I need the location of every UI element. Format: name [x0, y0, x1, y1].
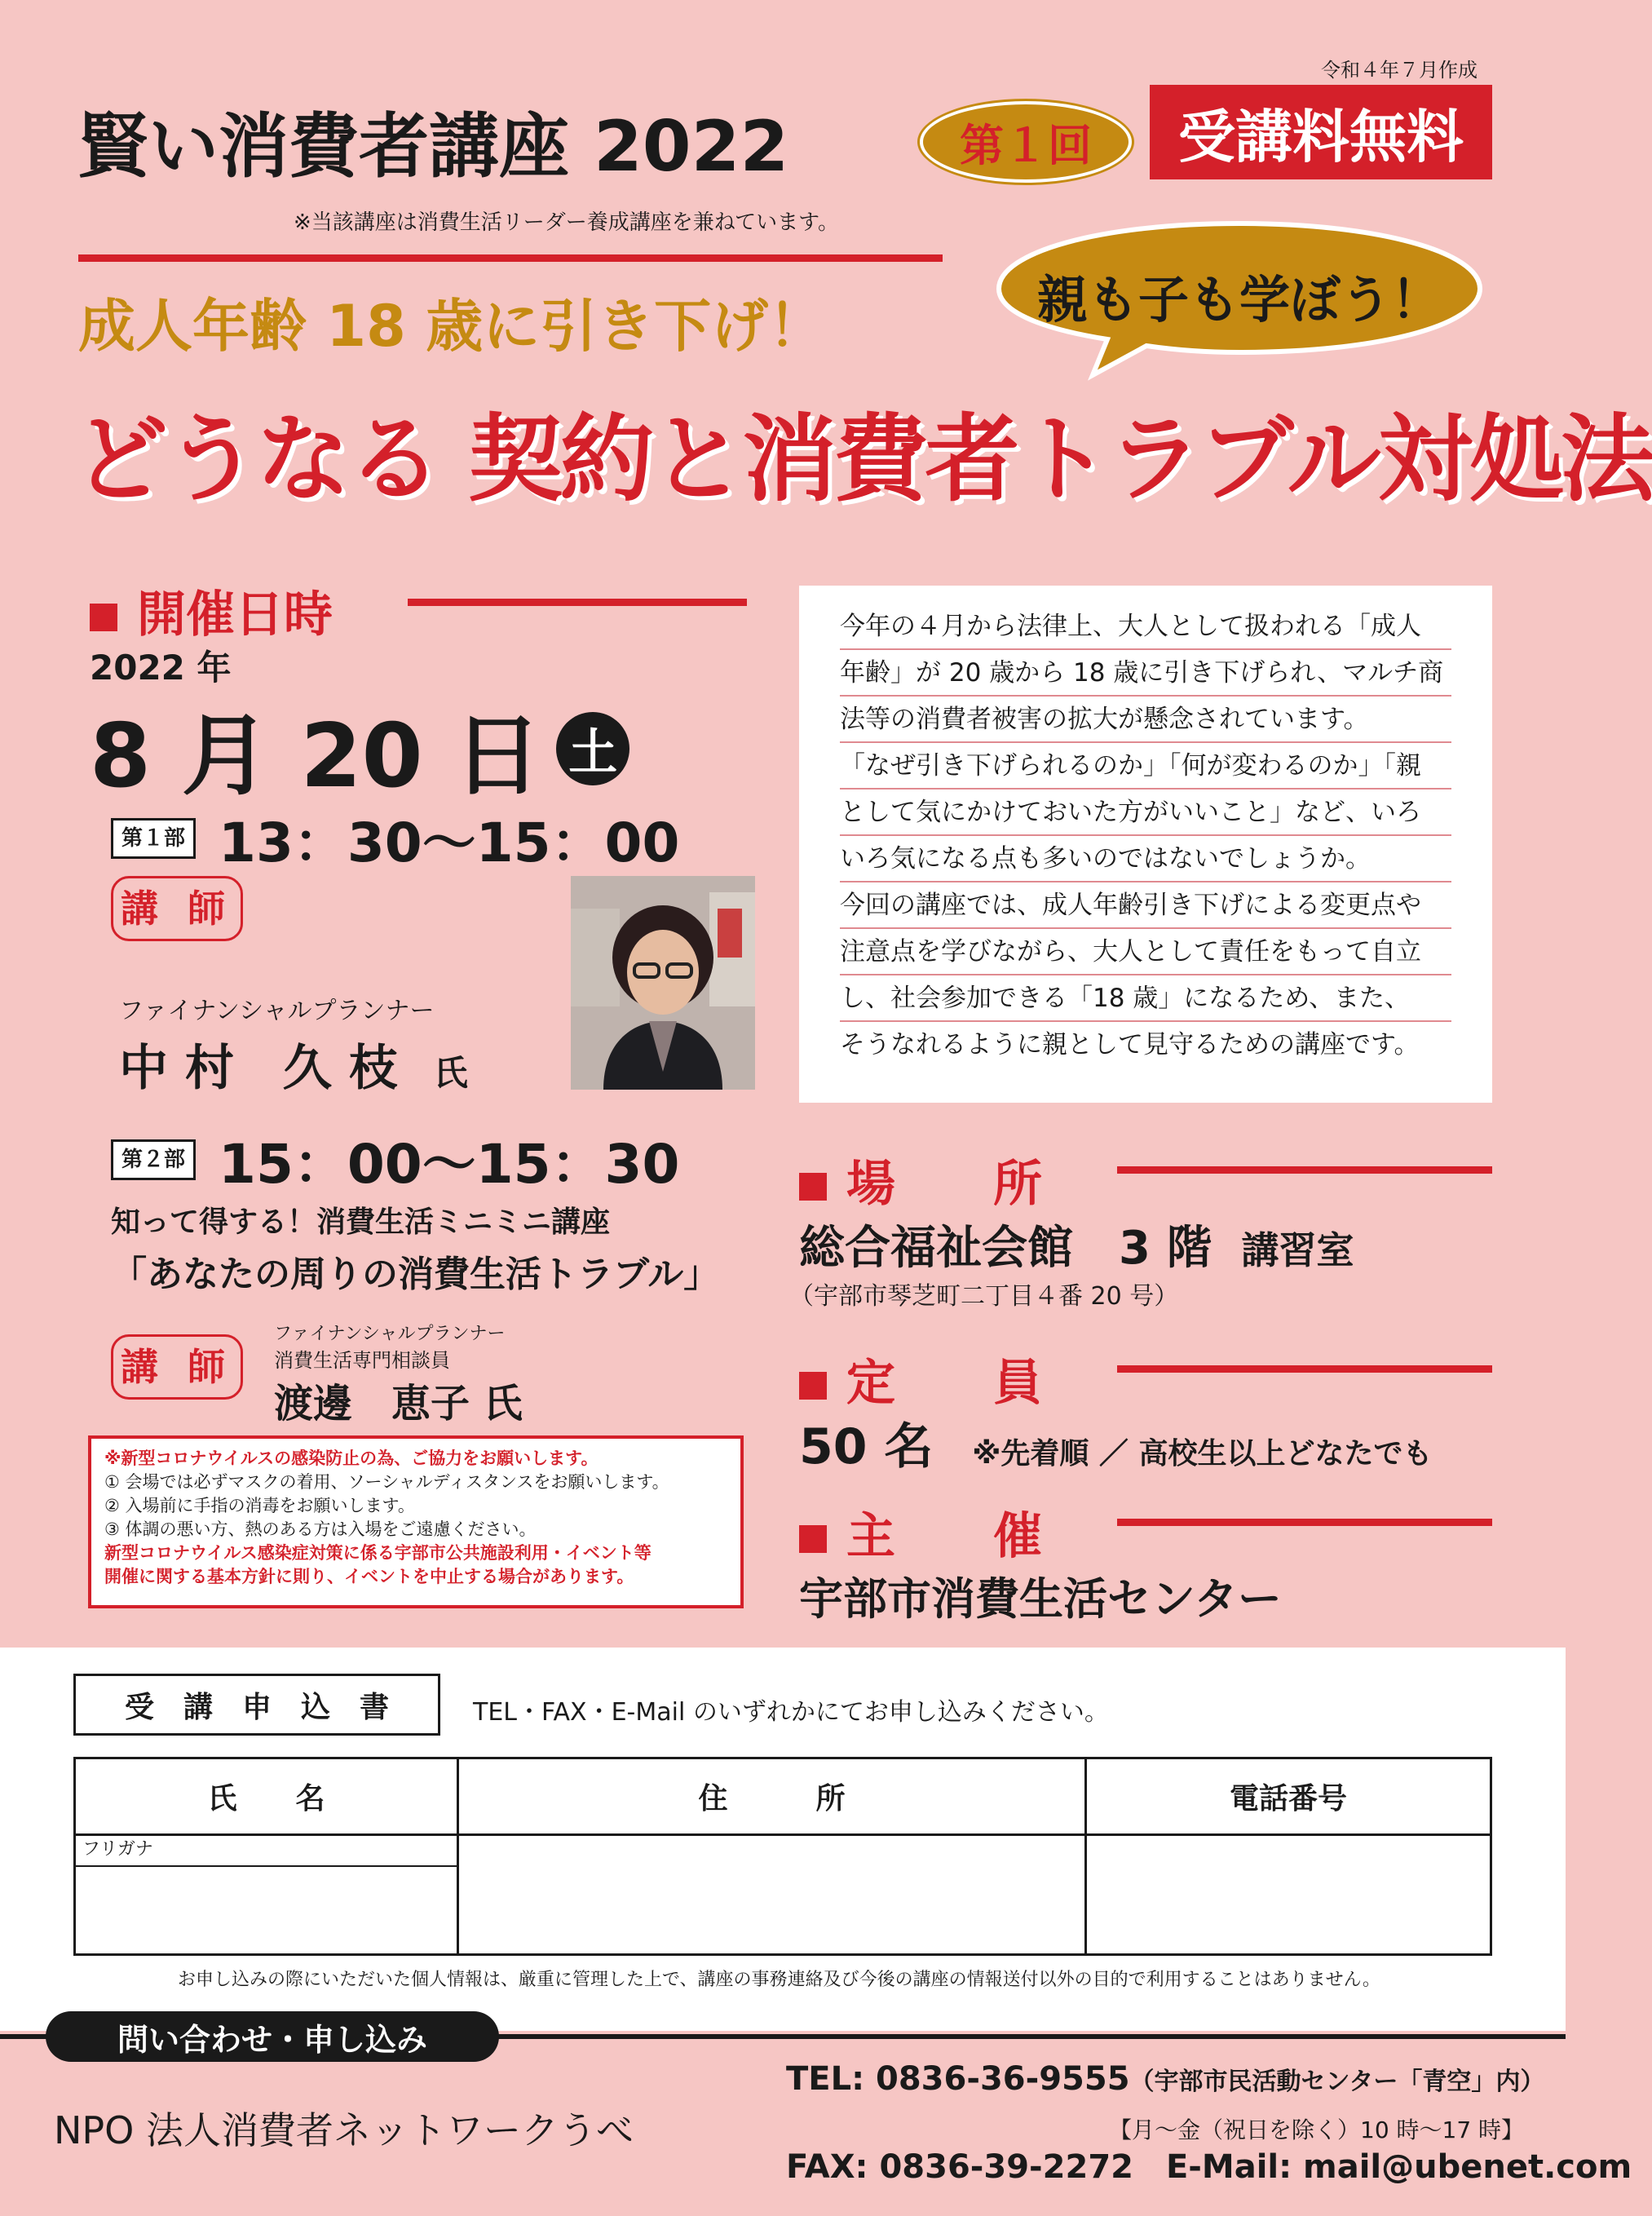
contact-fax-row: [786, 2148, 1632, 2186]
weekday-label: 土: [568, 723, 618, 781]
covid-line5: 新型コロナウイルス感染症対策に係る宇部市公共施設利用・イベント等: [104, 1543, 652, 1563]
part2-badge: 第２部: [111, 1139, 196, 1180]
capacity-heading-label: 定 員: [846, 1355, 1042, 1412]
venue-room: 講習室: [1241, 1228, 1354, 1272]
intro-line: し、社会参加できる「18 歳」になるため、また、: [840, 975, 1451, 1022]
organizer-divider: [1117, 1519, 1492, 1526]
part2-row: [111, 1121, 679, 1198]
organizer-heading-label: 主 催: [846, 1508, 1042, 1565]
col-name-label: 氏 名: [207, 1782, 325, 1816]
intro-line: いろ気になる点も多いのではないでしょうか。: [840, 836, 1451, 882]
capacity-heading: [799, 1344, 1042, 1414]
contact-org: NPO 法人消費者ネットワークうべ: [54, 2108, 634, 2152]
address-field[interactable]: [459, 1836, 1087, 1953]
part1-instructor-title: ファイナンシャルプランナー: [119, 997, 435, 1025]
capacity-row: [799, 1408, 1432, 1478]
col-address-label: 住 所: [698, 1782, 846, 1816]
col-address-header: [459, 1759, 1087, 1836]
weekday-badge: [556, 712, 629, 785]
capacity-count: 50 名: [799, 1418, 934, 1475]
heading-square: [799, 1173, 827, 1201]
capacity-divider: [1117, 1365, 1492, 1373]
covid-line2: ① 会場では必ずマスクの着用、ソーシャルディスタンスをお願いします。: [104, 1472, 669, 1492]
intro-line: として気にかけておいた方がいいこと」など、いろ: [840, 790, 1451, 836]
subtitle: 成人年齢 18 歳に引き下げ！: [78, 293, 826, 360]
part1-instructor-name: [119, 1029, 468, 1099]
heading-square: [799, 1372, 827, 1400]
contact-heading-pill: [46, 2011, 499, 2062]
title-divider: [78, 254, 943, 262]
covid-line3: ② 入場前に手指の消毒をお願いします。: [104, 1496, 415, 1515]
intro-box: [799, 586, 1492, 1103]
session-badge: [920, 101, 1132, 183]
part1-instructor-pill: 講 師: [111, 876, 243, 941]
organizer-name: 宇部市消費生活センター: [799, 1573, 1282, 1625]
contact-hours: 【月〜金（祝日を除く）10 時〜17 時】: [1109, 2116, 1525, 2143]
event-year: 2022 年: [90, 648, 232, 688]
event-date-label: 8 月 20 日: [90, 705, 542, 807]
intro-line: 今年の４月から法律上、大人として扱われる「成人: [840, 604, 1451, 650]
intro-line: 法等の消費者被害の拡大が懸念されています。: [840, 697, 1451, 743]
intro-line: 今回の講座では、成人年齢引き下げによる変更点や: [840, 882, 1451, 929]
furigana-field[interactable]: [76, 1836, 459, 1867]
intro-line: 「なぜ引き下げられるのか」「何が変わるのか」「親: [840, 743, 1451, 790]
part2-instructor-title2: 消費生活専門相談員: [274, 1349, 450, 1372]
schedule-heading: [90, 576, 333, 646]
contact-tel-note: （宇部市民活動センター「青空」内）: [1129, 2068, 1545, 2096]
lecture-note: ※当該講座は消費生活リーダー養成講座を兼ねています。: [294, 210, 840, 235]
venue-name: [799, 1212, 1354, 1277]
part2-instructor-name: 渡邊 恵子 氏: [274, 1381, 523, 1426]
session-label: 第１回: [960, 119, 1092, 171]
venue-address: （宇部市琴芝町二丁目４番 20 号）: [789, 1282, 1179, 1311]
series-title: 賢い消費者講座 2022: [78, 106, 789, 188]
main-title: どうなる 契約と消費者トラブル対処法: [73, 405, 1652, 515]
free-badge-label: 受講料無料: [1178, 103, 1464, 170]
part2-sub: 知って得する！消費生活ミニミニ講座: [111, 1205, 611, 1239]
part1-badge: 第１部: [111, 818, 196, 859]
contact-heading: 問い合わせ・申し込み: [117, 2021, 427, 2058]
part1-honorific: 氏: [433, 1053, 468, 1093]
form-instructions: TEL・FAX・E-Mail のいずれかにてお申し込みください。: [473, 1698, 1109, 1727]
covid-notice-box: [88, 1435, 744, 1608]
col-phone-label: 電話番号: [1229, 1782, 1347, 1816]
instructor-photo: [571, 876, 755, 1090]
covid-line1: ※新型コロナウイルスの感染防止の為、ご協力をお願いします。: [104, 1449, 599, 1468]
covid-line6: 開催に関する基本方針に則り、イベントを中止する場合があります。: [104, 1567, 634, 1586]
form-title-box: [73, 1674, 440, 1736]
form-title: 受 講 申 込 書: [124, 1690, 389, 1724]
phone-field[interactable]: [1087, 1836, 1490, 1953]
part1-row: [111, 799, 679, 877]
part2-time: 15：00〜15：30: [219, 1133, 680, 1196]
capacity-note: ※先着順 ／ 高校生以上どなたでも: [972, 1437, 1433, 1471]
privacy-note: お申し込みの際にいただいた個人情報は、厳重に管理した上で、講座の事務連絡及び今後の講座の情報送付以外の目的で利用することはありません。: [178, 1970, 1380, 1990]
instructor-photo-silhouette: [571, 876, 755, 1090]
venue-heading: [799, 1145, 1042, 1215]
schedule-heading-label: 開催日時: [137, 586, 333, 644]
part1-instructor-name-label: 中 村 久 枝: [119, 1040, 398, 1097]
schedule-divider: [408, 599, 747, 606]
part2-instructor-title1: ファイナンシャルプランナー: [274, 1324, 506, 1344]
organizer-heading: [799, 1497, 1042, 1568]
event-date: [90, 685, 629, 812]
furigana-label: フリガナ: [82, 1839, 153, 1860]
part2-title: 「あなたの周りの消費生活トラブル」: [111, 1254, 720, 1295]
contact-tel-row: [786, 2060, 1544, 2098]
contact-email: E-Mail: mail@ubenet.com: [1165, 2148, 1632, 2186]
intro-line: 年齢」が 20 歳から 18 歳に引き下げられ、マルチ商: [840, 650, 1451, 697]
contact-tel: TEL: 0836-36-9555: [786, 2060, 1130, 2098]
col-name-header: [76, 1759, 459, 1836]
covid-line4: ③ 体調の悪い方、熱のある方は入場をご遠慮ください。: [104, 1519, 537, 1539]
free-badge: [1150, 85, 1492, 179]
venue-divider: [1117, 1166, 1492, 1174]
intro-line: 注意点を学びながら、大人として責任をもって自立: [840, 929, 1451, 975]
intro-line: そうなれるように親として見守るための講座です。: [840, 1030, 1420, 1059]
col-phone-header: [1087, 1759, 1490, 1836]
venue-heading-label: 場 所: [846, 1156, 1042, 1213]
speech-bubble-text: 親も子も学ぼう！: [1036, 270, 1442, 330]
contact-fax: FAX: 0836-39-2272: [786, 2148, 1133, 2186]
heading-square: [799, 1525, 827, 1553]
heading-square: [90, 604, 117, 631]
application-table: [73, 1757, 1492, 1956]
part1-time: 13：30〜15：00: [219, 812, 680, 874]
venue-name-label: 総合福祉会館 3 階: [799, 1222, 1212, 1275]
name-field[interactable]: [76, 1867, 459, 1953]
part2-instructor-pill: 講 師: [111, 1334, 243, 1400]
created-date: 令和４年７月作成: [1321, 59, 1478, 82]
